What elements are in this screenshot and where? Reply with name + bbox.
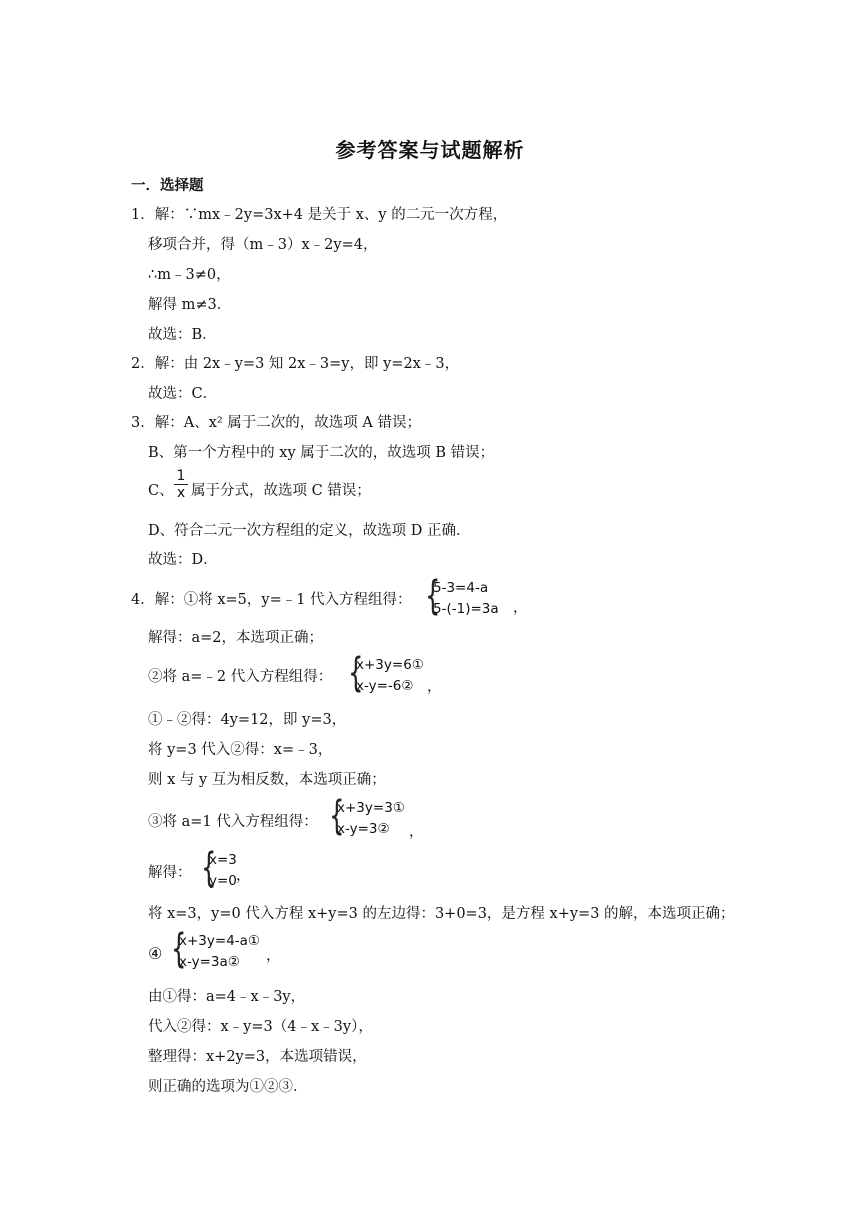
q4-line-13: 整理得：x+2y=3，本选项错误，	[148, 1049, 367, 1065]
fraction-one-over-x	[174, 468, 188, 501]
q1-line-2: 移项合并，得（m﹣3）x﹣2y=4，	[148, 237, 378, 253]
q3-line-4: D、符合二元一次方程组的定义，故选项 D 正确．	[148, 523, 471, 539]
q4-line-8: 解得：	[148, 865, 192, 881]
system-3-eq-2: x-y=3②	[337, 821, 390, 837]
brace-icon: {	[425, 573, 441, 619]
q1-line-1: 1．解：∵mx﹣2y=3x+4 是关于 x、y 的二元一次方程，	[131, 207, 508, 223]
q4-line-4: ①﹣②得：4y=12，即 y=3，	[148, 712, 347, 728]
system-5-eq-1: x+3y=4-a①	[179, 933, 261, 949]
q3-line-2: B、第一个方程中的 xy 属于二次的，故选项 B 错误；	[148, 445, 495, 461]
q4-line-3: ②将 a=﹣2 代入方程组得：	[148, 669, 333, 685]
brace-icon: {	[348, 650, 364, 696]
system-2-eq-2: x-y=-6②	[356, 678, 414, 694]
q2-line-2: 故选：C．	[148, 386, 218, 402]
system-4-eq-2: y=0	[209, 873, 237, 889]
comma-4: ，	[236, 868, 251, 884]
brace-icon: {	[201, 845, 217, 891]
system-5-eq-2: x-y=3a②	[179, 954, 240, 970]
q4-line-14: 则正确的选项为①②③．	[148, 1079, 308, 1095]
equation-system-2	[343, 650, 433, 699]
brace-icon: {	[171, 926, 187, 972]
q2-line-1: 2．解：由 2x﹣y=3 知 2x﹣3=y，即 y=2x﹣3，	[131, 356, 460, 372]
comma-1: ，	[513, 600, 528, 616]
brace-icon: {	[329, 793, 345, 839]
comma-5: ，	[266, 948, 281, 964]
fraction-numerator: 1	[176, 468, 186, 484]
system-1-eq-2: 5-(-1)=3a	[433, 601, 499, 617]
q1-line-5: 故选：B．	[148, 327, 217, 343]
comma-3: ，	[409, 824, 424, 840]
page-title: 参考答案与试题解析	[335, 138, 525, 162]
q1-line-3: ∴m﹣3≠0，	[148, 267, 231, 283]
q3-line-5: 故选：D．	[148, 552, 218, 568]
q4-line-1: 4．解：①将 x=5，y=﹣1 代入方程组得：	[131, 592, 412, 608]
q4-line-5: 将 y=3 代入②得：x=﹣3，	[148, 742, 333, 758]
fraction-denominator: x	[176, 485, 186, 501]
q4-line-6: 则 x 与 y 互为相反数，本选项正确；	[148, 772, 386, 788]
equation-system-5	[166, 926, 276, 975]
equation-system-1	[420, 573, 520, 622]
q4-line-10: ④	[148, 944, 163, 963]
section-heading: 一．选择题	[131, 177, 204, 194]
q4-line-2: 解得：a=2，本选项正确；	[148, 630, 324, 646]
q4-line-7: ③将 a=1 代入方程组得：	[148, 814, 318, 830]
equation-system-3	[324, 793, 414, 842]
q4-line-9: 将 x=3，y=0 代入方程 x+y=3 的左边得：3+0=3，是方程 x+y=3 的解，本选项正确；	[148, 906, 735, 922]
system-3-eq-1: x+3y=3①	[337, 800, 405, 816]
q3-line-1: 3．解：A、x² 属于二次的，故选项 A 错误；	[131, 415, 421, 431]
q3-line-3-pre: C、	[148, 483, 174, 499]
system-2-eq-1: x+3y=6①	[356, 657, 424, 673]
q4-line-11: 由①得：a=4﹣x﹣3y，	[148, 989, 306, 1005]
comma-2: ，	[427, 679, 442, 695]
q4-line-12: 代入②得：x﹣y=3（4﹣x﹣3y），	[148, 1019, 373, 1035]
q3-line-3-post: 属于分式，故选项 C 错误；	[191, 483, 371, 499]
system-1-eq-1: 5-3=4-a	[433, 580, 489, 596]
system-4-eq-1: x=3	[209, 852, 237, 868]
q1-line-4: 解得 m≠3．	[148, 297, 232, 313]
